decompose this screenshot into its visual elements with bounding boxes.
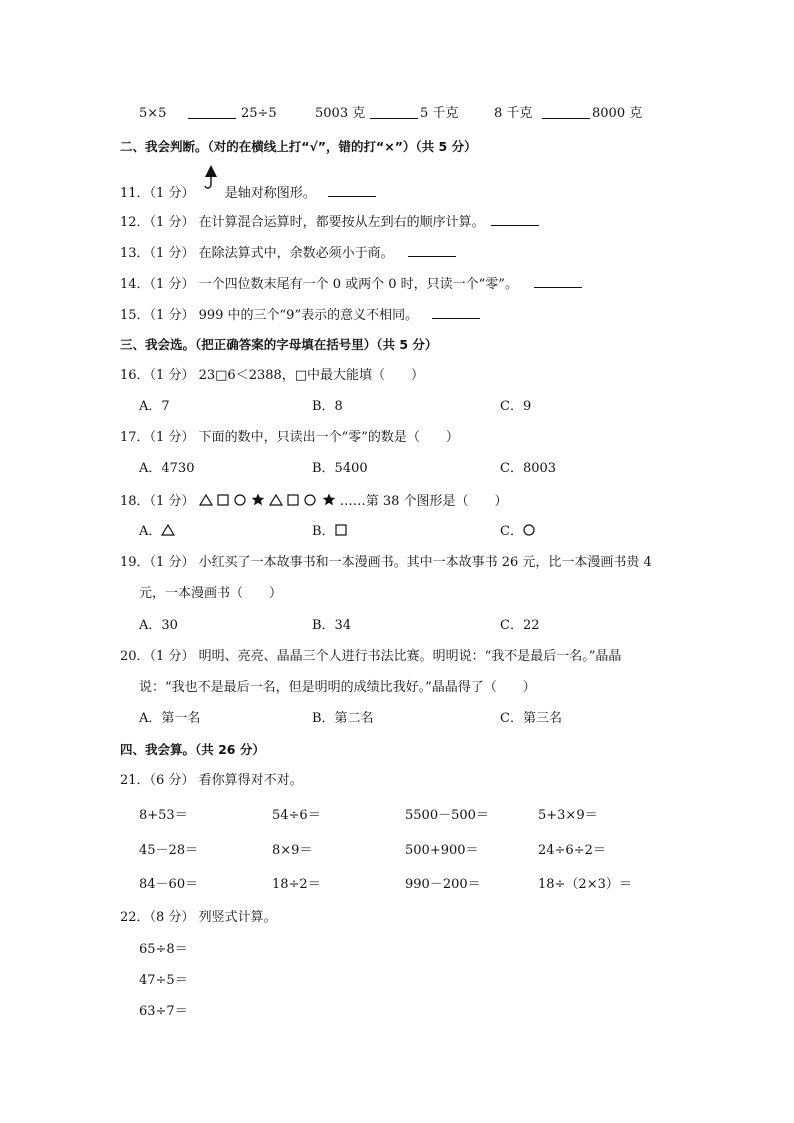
option-c[interactable]: C．9 [500,399,532,414]
answer-blank[interactable] [540,106,592,124]
question-text: 999 中的三个“9”表示的意义不相同。 [198,308,419,323]
question-21 [120,773,303,789]
question-text: 是轴对称图形。 [224,186,316,201]
calc-item: 45－28＝ [139,843,199,858]
vertical-calc-item: 63÷7＝ [139,1004,188,1019]
calc-item: 5500－500＝ [405,808,489,823]
compare-3-right: 8000 克 [592,106,643,121]
section-title: 四、我会算。（共 26 分） [120,742,265,757]
calc-item: 8+53＝ [139,808,188,823]
compare-2-right: 5 千克 [420,106,459,121]
option-a[interactable]: A．4730 [139,461,195,476]
option-b[interactable]: B．34 [312,618,352,633]
question-15 [120,306,482,324]
question-number: 14．（1 分） [120,277,195,292]
star-icon [251,493,265,506]
circle-icon [304,494,317,506]
triangle-icon [161,524,175,536]
question-text: 23□6＜2388，□中最大能填（ ） [198,368,425,383]
question-text: 明明、亮亮、晶晶三个人进行书法比赛。明明说：“我不是最后一名。”晶晶 [198,649,622,664]
vertical-calc-item: 47÷5＝ [139,973,188,988]
answer-blank[interactable] [398,246,458,261]
calc-item: 24÷6÷2＝ [538,843,606,858]
option-a[interactable] [139,524,175,540]
question-12 [120,213,541,231]
calc-item: 18÷（2×3）＝ [538,877,632,892]
calc-item: 18÷2＝ [272,877,321,892]
triangle-icon [269,494,283,506]
question-number: 12．（1 分） [120,215,195,230]
star-icon [322,493,336,506]
calc-item: 500+900＝ [405,843,479,858]
question-22 [120,910,277,926]
question-text: 小红买了一本故事书和一本漫画书。其中一本故事书 26 元，比一本漫画书贵 4 [198,555,652,570]
answer-blank[interactable] [186,106,238,124]
question-text: 在除法算式中，余数必须小于商。 [198,246,394,261]
triangle-icon [199,494,213,506]
question-11 [120,184,378,202]
answer-blank[interactable] [320,186,378,201]
calc-item: 8×9＝ [272,843,313,858]
arrow-figure-icon [200,164,222,194]
calc-item: 54÷6＝ [272,808,321,823]
square-icon [287,494,300,506]
question-text: 下面的数中，只读出一个“零”的数是（ ） [198,430,459,445]
question-text: 看你算得对不对。 [198,773,303,788]
answer-blank[interactable] [489,215,541,230]
question-text: ……第 38 个图形是（ ） [339,494,508,509]
option-b[interactable] [312,524,348,540]
question-16 [120,368,424,384]
calc-item: 5+3×9＝ [538,808,598,823]
question-19-cont: 元，一本漫画书（ ） [139,586,283,601]
question-20 [120,649,621,665]
square-icon [217,494,230,506]
option-c[interactable] [500,524,536,540]
compare-2-left: 5003 克 [315,106,366,121]
compare-1-right: 25÷5 [241,106,277,121]
question-number: 17．（1 分） [120,430,195,445]
answer-blank[interactable] [522,277,584,292]
shape-sequence [199,494,340,509]
question-20-cont: 说：“我也不是最后一名，但是明明的成绩比我好。”晶晶得了（ ） [139,680,536,695]
calc-item: 84－60＝ [139,877,199,892]
option-b[interactable]: B．第二名 [312,711,374,726]
answer-blank[interactable] [368,106,420,124]
answer-blank[interactable] [422,308,482,323]
vertical-calc-item: 65÷8＝ [139,942,188,957]
option-c[interactable]: C．22 [500,618,540,633]
question-13 [120,244,458,262]
question-number: 20．（1 分） [120,649,195,664]
option-a[interactable]: A．7 [139,399,170,414]
question-text: 在计算混合运算时，都要按从左到右的顺序计算。 [198,215,485,230]
option-b[interactable]: B．8 [312,399,343,414]
question-number: 19．（1 分） [120,555,195,570]
calc-item: 990－200＝ [405,877,481,892]
question-number: 18．（1 分） [120,494,195,509]
question-number: 21．（6 分） [120,773,195,788]
option-label: C． [500,524,523,539]
section-title: 三、我会选。（把正确答案的字母填在括号里）（共 5 分） [120,337,438,352]
option-c[interactable]: C．第三名 [500,711,562,726]
option-b[interactable]: B．5400 [312,461,368,476]
question-number: 15．（1 分） [120,308,195,323]
question-number: 16．（1 分） [120,368,195,383]
question-14 [120,275,584,293]
option-a[interactable]: A．第一名 [139,711,201,726]
compare-3-left: 8 千克 [494,106,533,121]
question-number: 13．（1 分） [120,246,195,261]
square-icon [335,524,348,536]
question-text: 列竖式计算。 [198,910,277,925]
question-17 [120,430,459,446]
question-18 [120,493,508,510]
section-title: 二、我会判断。（对的在横线上打“√”，错的打“×”）（共 5 分） [120,139,477,154]
question-text: 一个四位数末尾有一个 0 或两个 0 时，只读一个“零”。 [198,277,518,292]
option-c[interactable]: C．8003 [500,461,557,476]
question-number: 11．（1 分） [120,186,195,201]
question-19 [120,555,652,571]
option-label: B． [312,524,335,539]
circle-icon [523,524,536,536]
question-number: 22．（8 分） [120,910,195,925]
option-a[interactable]: A．30 [139,618,178,633]
option-label: A． [139,524,162,539]
compare-1-left: 5×5 [139,106,167,121]
circle-icon [234,494,247,506]
